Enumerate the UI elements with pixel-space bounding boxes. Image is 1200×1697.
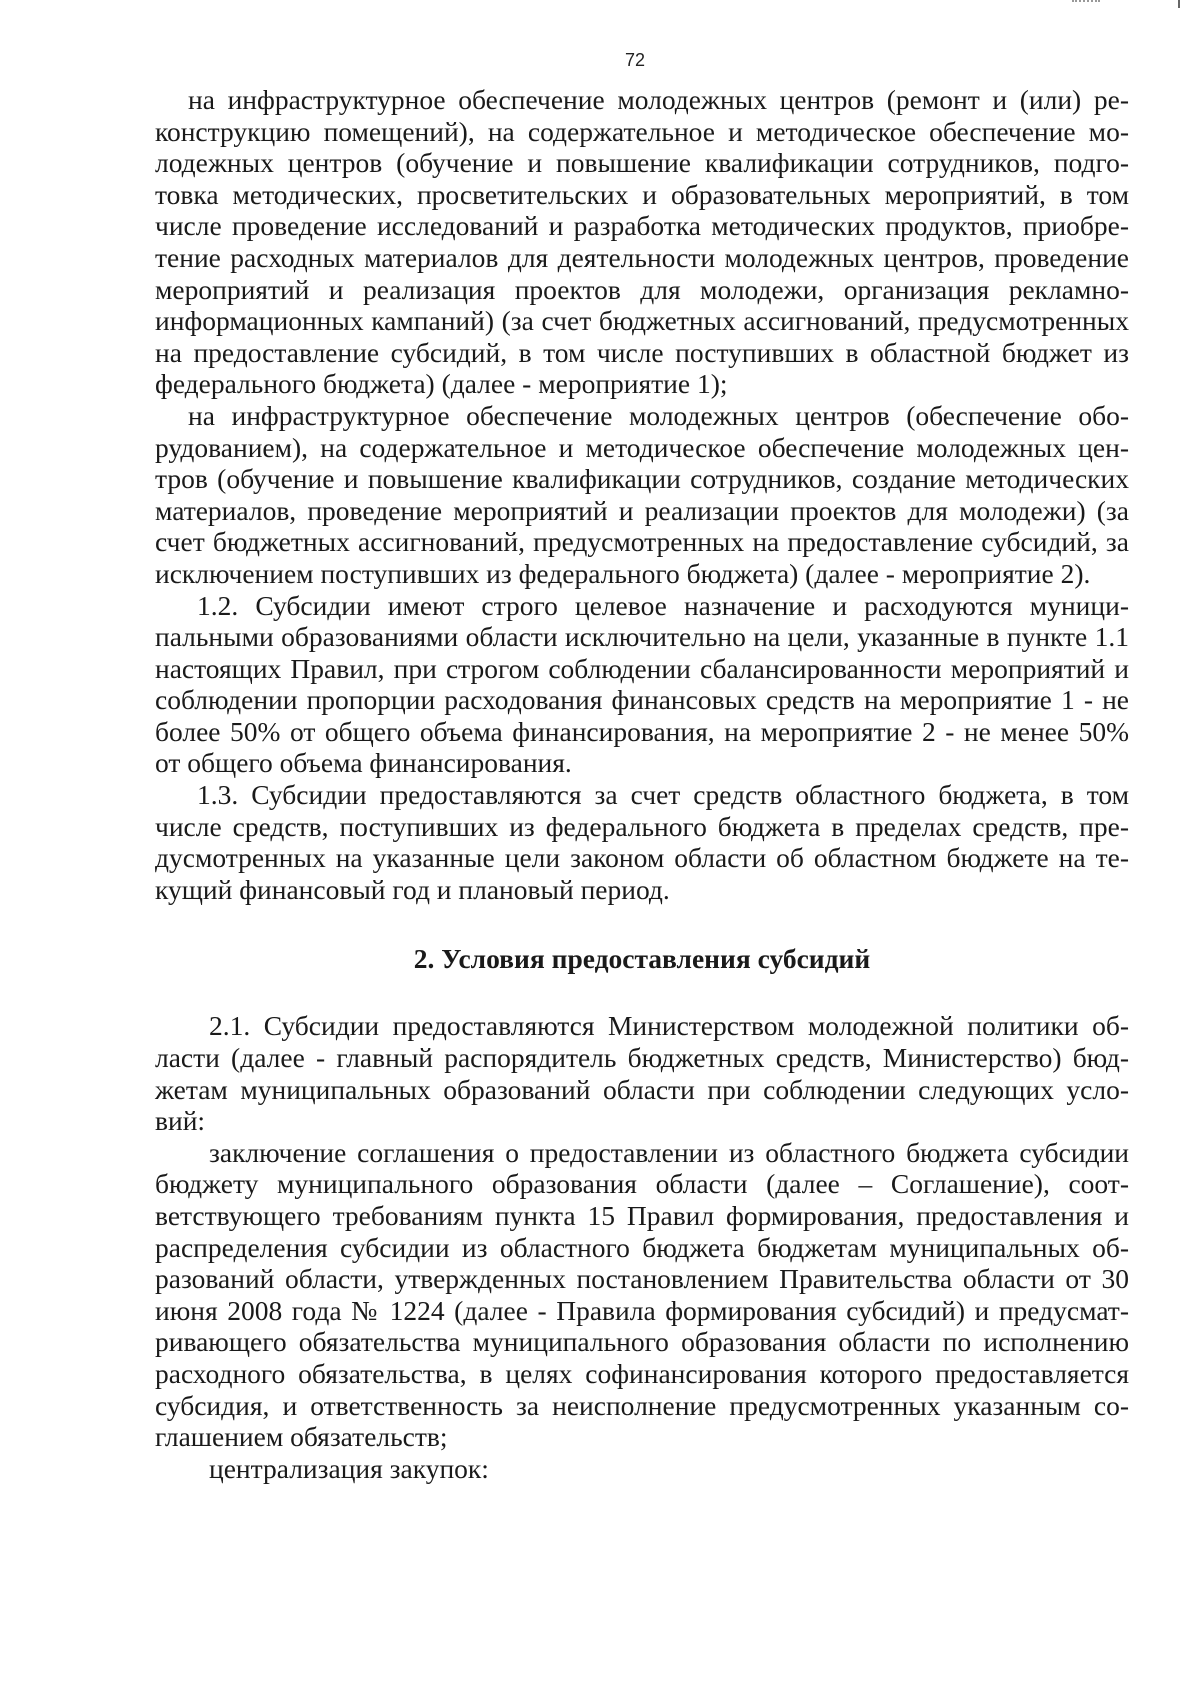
document-body [155, 84, 1129, 1484]
paragraph-1-2: 1.2. Субсидии имеют строго целевое назначение и расходуются муниципальными образованиями области исключительно на цели, указанные в пункте 1.1 настоящих Правил, при строгом соблюдении сбалансированности мероприятий и соблюдении пропорции расходования финансовых средств на мероприятие 1 - не более 50% от общего объема финансирования, на мероприятие 2 - не менее 50% от общего объема финансирования. [155, 589, 1129, 779]
section-heading: 2. Условия предоставления субсидий [413, 943, 871, 975]
paragraph-1-3: 1.3. Субсидии предоставляются за счет средств областного бюджета, в том числе средств, поступивших из федерального бюджета в пределах средств, предусмотренных на указанные цели законом области об областном бюджете на текущий финансовый год и плановый период. [155, 779, 1129, 905]
page-number: 72 [624, 50, 646, 70]
paragraph-activity-2: на инфраструктурное обеспечение молодежных центров (обеспечение оборудованием), на содержательное и методическое обеспечение молодежных центров (обучение и повышение квалификации сотрудников, создание методических материалов, проведение мероприятий и реализации проектов для молодежи) (за счет бюджетных ассигнований, предусмотренных на предоставление субсидий, за исключением поступивших из федерального бюджета) (далее - мероприятие 2). [155, 399, 1129, 589]
paragraph-agreement: заключение соглашения о предоставлении из областного бюджета субсидии бюджету муниципального образования области (далее – Соглашение), соответствующего требованиям пункта 15 Правил формирования, предоставления и распределения субсидии из областного бюджета бюджетам муниципальных образований области, утвержденных постановлением Правительства области от 30 июня 2008 года № 1224 (далее - Правила формирования субсидий) и предусматривающего обязательства муниципального образования области по исполнению расходного обязательства, в целях софинансирования которого предоставляется субсидия, и ответственность за неисполнение предусмотренных указанным соглашением обязательств; [155, 1136, 1129, 1453]
paragraph-activity-1: на инфраструктурное обеспечение молодежных центров (ремонт и (или) реконструкцию помещений), на содержательное и методическое обеспечение молодежных центров (обучение и повышение квалификации сотрудников, подготовка методических, просветительских и образовательных мероприятий, в том числе проведение исследований и разработка методических продуктов, приобретение расходных материалов для деятельности молодежных центров, проведение мероприятий и реализация проектов для молодежи, организация рекламно-информационных кампаний) (за счет бюджетных ассигнований, предусмотренных на предоставление субсидий, в том числе поступивших в областной бюджет из федерального бюджета) (далее - мероприятие 1); [155, 84, 1129, 400]
paragraph-procurement: централизация закупок: [209, 1452, 489, 1484]
paragraph-2-1: 2.1. Субсидии предоставляются Министерством молодежной политики области (далее - главный распорядитель бюджетных средств, Министерство) бюджетам муниципальных образований области при соблюдении следующих условий: [155, 1010, 1129, 1137]
